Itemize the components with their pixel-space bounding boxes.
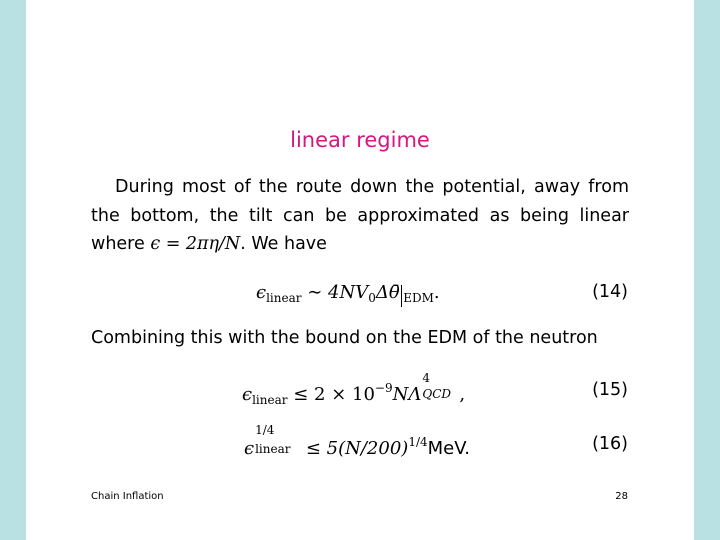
eq14-delta-theta: Δθ̄ [375,282,400,303]
eq15-lambda-scripts [421,371,459,401]
equation-number-16: (16) [592,434,628,454]
eq14-end: . [433,282,440,303]
eq15-lambda-superscript: 4 [422,371,431,385]
eq15-lhs-subscript: linear [252,393,288,407]
eq15-lambda-subscript: QCD [422,387,452,401]
paragraph-combining: Combining this with the bound on the EDM of the neutron [91,328,598,348]
eq16-lhs-scripts [254,423,300,456]
eq15-exponent: −9 [374,381,393,395]
eq16-unit: MeV. [427,438,470,459]
eq14-eval-subscript: EDM [403,291,434,305]
eq16-lhs-superscript: 1/4 [255,423,275,437]
equation-15 [242,371,466,407]
eq16-relation: ≤ 5(N/200) [305,438,409,459]
eq16-exponent: 1/4 [408,435,428,449]
equation-14 [256,282,440,307]
equation-16 [244,423,470,459]
epsilon-definition: ϵ = 2πη/N [150,234,241,254]
footer-title: Chain Inflation [91,491,164,502]
eq14-relation: ∼ 4NV [307,282,369,303]
eq14-epsilon: ϵ [256,282,267,303]
eq15-relation: ≤ 2 × 10 [293,384,375,405]
equation-number-14: (14) [592,282,628,302]
eq14-lhs-subscript: linear [266,291,302,305]
eq14-v-subscript: 0 [368,291,376,305]
eq15-end: , [459,384,466,405]
eq14-evaluation-bar [401,285,403,307]
eq16-lhs-subscript: linear [255,442,291,456]
eq15-n-lambda: NΛ [392,384,422,405]
paragraph-intro-tail: . We have [240,234,327,254]
page-number: 28 [615,491,628,502]
paragraph-intro-text: During most of the route down the potential, away from the bottom, the tilt can be approximated as being linear where [91,177,629,254]
eq15-epsilon: ϵ [242,384,253,405]
slide-page [26,0,694,540]
eq16-epsilon: ϵ [244,438,255,459]
paragraph-intro [91,173,629,259]
slide-title: linear regime [290,128,430,152]
equation-number-15: (15) [592,380,628,400]
